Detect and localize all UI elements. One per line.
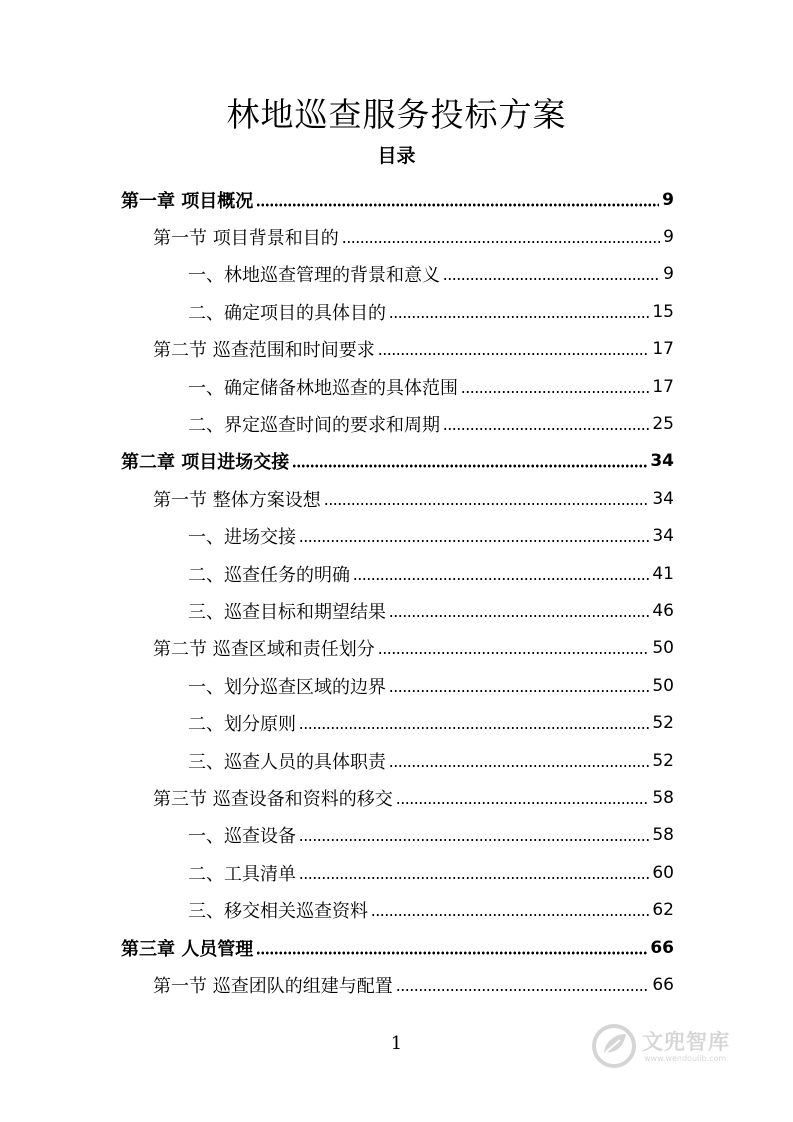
watermark-url: www.wendoulib.com — [644, 1054, 727, 1063]
toc-entry-page: 34 — [652, 526, 674, 547]
toc-entry-page: 17 — [652, 339, 674, 360]
toc-dot-leader — [443, 417, 649, 431]
toc-heading: 目录 — [377, 145, 416, 167]
toc-entry-label: 第二节 巡查范围和时间要求 — [153, 340, 375, 362]
toc-entry-page: 41 — [652, 563, 674, 584]
toc-entry-level-3[interactable] — [0, 704, 674, 741]
toc-entry-level-3[interactable] — [0, 667, 674, 704]
toc-dot-leader — [256, 941, 647, 955]
document-title: 林地巡查服务投标方案 — [226, 95, 567, 134]
toc-entry-label: 二、划分原则 — [188, 714, 296, 736]
toc-entry-level-3[interactable] — [0, 592, 674, 629]
toc-entry-label: 一、巡查设备 — [188, 826, 296, 848]
toc-entry-level-1[interactable] — [0, 443, 674, 480]
toc-entry-level-2[interactable] — [0, 966, 674, 1003]
toc-entry-level-3[interactable] — [0, 854, 674, 891]
toc-entry-page: 66 — [652, 974, 674, 995]
toc-entry-level-2[interactable] — [0, 480, 674, 517]
toc-entry-page: 15 — [652, 301, 674, 322]
toc-dot-leader — [299, 866, 649, 880]
toc-entry-label: 第一节 巡查团队的组建与配置 — [153, 975, 393, 997]
toc-entry-label: 一、划分巡查区域的边界 — [188, 676, 386, 698]
toc-entry-level-1[interactable] — [0, 181, 674, 218]
toc-entry-level-3[interactable] — [0, 555, 674, 592]
toc-entry-page: 60 — [652, 862, 674, 883]
toc-dot-leader — [292, 454, 647, 468]
toc-dot-leader — [324, 492, 650, 506]
leaf-logo-icon — [590, 1022, 638, 1070]
toc-entry-page: 17 — [652, 376, 674, 397]
toc-entry-level-2[interactable] — [0, 331, 674, 368]
toc-entry-label: 第三节 巡查设备和资料的移交 — [153, 788, 393, 810]
toc-entry-label: 三、巡查人员的具体职责 — [188, 751, 386, 773]
toc-entry-level-3[interactable] — [0, 742, 674, 779]
toc-dot-leader — [396, 978, 650, 992]
toc-entry-label: 三、巡查目标和期望结果 — [188, 601, 386, 623]
toc-dot-leader — [342, 230, 660, 244]
toc-entry-page: 66 — [650, 937, 674, 958]
toc-dot-leader — [299, 828, 649, 842]
toc-dot-leader — [461, 380, 649, 394]
toc-entry-page: 52 — [652, 750, 674, 771]
toc-entry-label: 二、工具清单 — [188, 863, 296, 885]
toc-entry-label: 第二章 项目进场交接 — [121, 452, 290, 474]
toc-entry-page: 58 — [652, 787, 674, 808]
toc-entry-label: 一、林地巡查管理的背景和意义 — [188, 265, 440, 287]
toc-entry-page: 50 — [652, 638, 674, 659]
toc-entry-label: 第二节 巡查区域和责任划分 — [153, 639, 375, 661]
toc-dot-leader — [378, 342, 650, 356]
toc-entry-level-2[interactable] — [0, 630, 674, 667]
toc-entry-page: 25 — [652, 414, 674, 435]
toc-entry-page: 9 — [662, 189, 674, 210]
toc-entry-level-3[interactable] — [0, 368, 674, 405]
toc-entry-page: 58 — [652, 825, 674, 846]
toc-entry-page: 34 — [652, 488, 674, 509]
toc-entry-page: 52 — [652, 713, 674, 734]
watermark — [590, 1022, 760, 1074]
toc-entry-level-3[interactable] — [0, 256, 674, 293]
toc-entry-label: 一、进场交接 — [188, 527, 296, 549]
toc-dot-leader — [396, 791, 650, 805]
toc-entry-page: 9 — [663, 227, 674, 248]
toc-dot-leader — [353, 567, 649, 581]
toc-entry-level-2[interactable] — [0, 218, 674, 255]
toc-entry-page: 34 — [650, 451, 674, 472]
watermark-text: 文兜智库 — [642, 1030, 730, 1054]
toc-dot-leader — [256, 193, 659, 207]
toc-entry-level-3[interactable] — [0, 405, 674, 442]
toc-entry-level-3[interactable] — [0, 293, 674, 330]
toc-entry-label: 第一节 项目背景和目的 — [153, 228, 339, 250]
page-number: 1 — [390, 1033, 403, 1054]
toc-entry-label: 第一节 整体方案设想 — [153, 489, 321, 511]
toc-entry-page: 62 — [652, 900, 674, 921]
toc-entry-level-3[interactable] — [0, 817, 674, 854]
toc-dot-leader — [299, 529, 649, 543]
toc-entry-level-3[interactable] — [0, 518, 674, 555]
toc-dot-leader — [389, 604, 649, 618]
toc-entry-label: 二、界定巡查时间的要求和周期 — [188, 415, 440, 437]
toc-entry-label: 一、确定储备林地巡查的具体范围 — [188, 377, 458, 399]
toc-entry-level-1[interactable] — [0, 929, 674, 966]
toc-dot-leader — [371, 903, 649, 917]
toc-dot-leader — [299, 716, 649, 730]
toc-dot-leader — [443, 267, 660, 281]
toc-entry-level-2[interactable] — [0, 779, 674, 816]
toc-entry-label: 三、移交相关巡查资料 — [188, 901, 368, 923]
table-of-contents — [0, 181, 793, 1004]
toc-dot-leader — [389, 305, 649, 319]
toc-entry-label: 第一章 项目概况 — [121, 190, 254, 212]
toc-dot-leader — [389, 754, 649, 768]
toc-entry-page: 50 — [652, 675, 674, 696]
toc-entry-label: 二、确定项目的具体目的 — [188, 302, 386, 324]
toc-entry-page: 9 — [663, 264, 674, 285]
toc-entry-label: 第三章 人员管理 — [121, 938, 254, 960]
toc-entry-page: 46 — [652, 600, 674, 621]
toc-dot-leader — [378, 641, 650, 655]
toc-dot-leader — [389, 679, 649, 693]
toc-entry-level-3[interactable] — [0, 891, 674, 928]
toc-entry-label: 二、巡查任务的明确 — [188, 564, 350, 586]
